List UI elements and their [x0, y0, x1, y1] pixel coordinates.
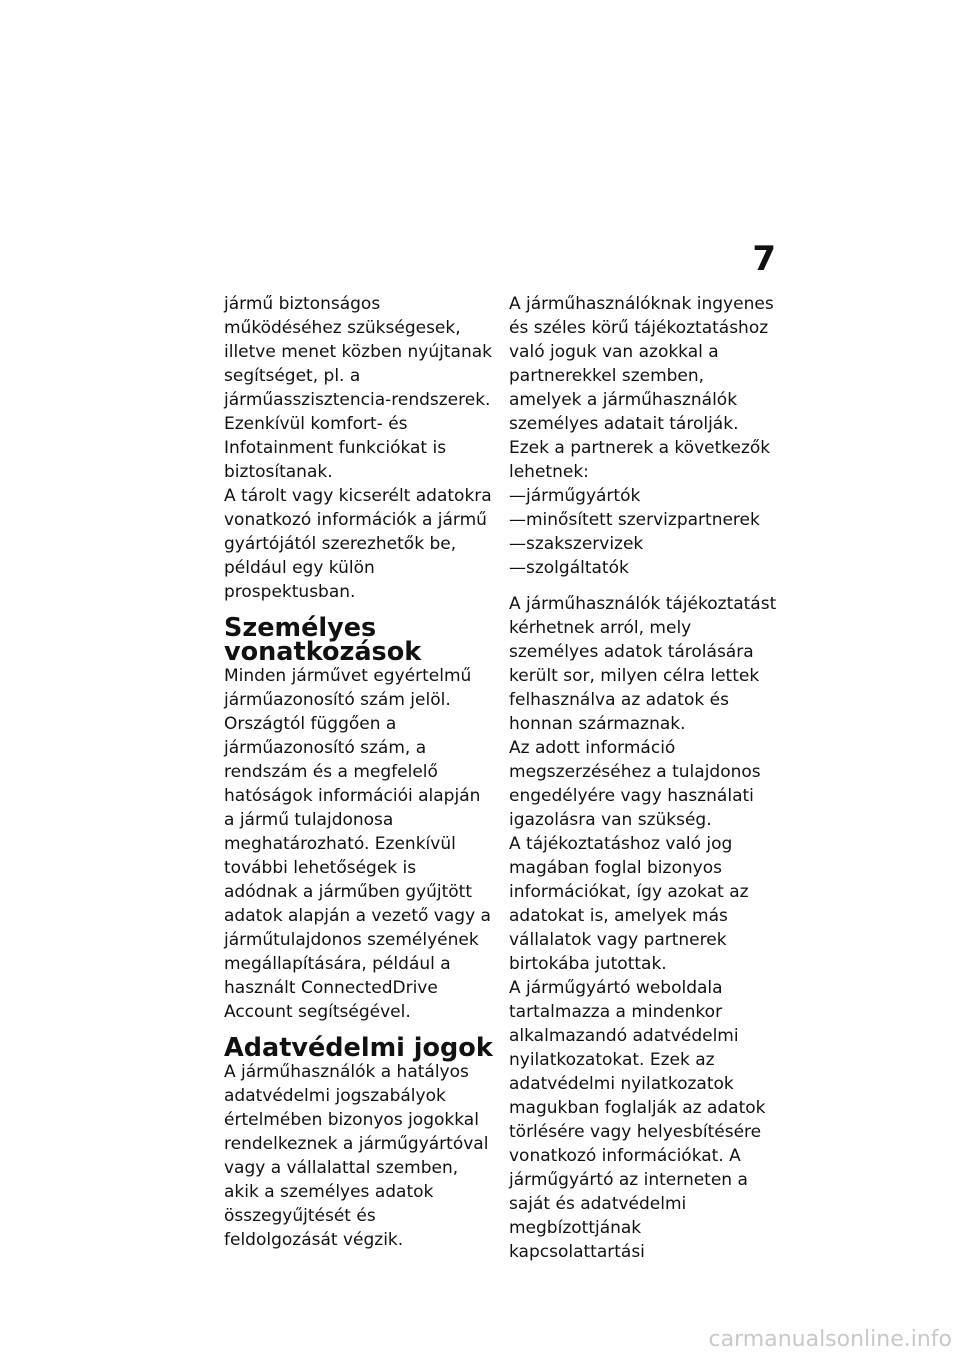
partner-list	[509, 484, 779, 580]
section-heading-privacy-rights: Adatvédelmi jogok	[224, 1033, 493, 1063]
list-item: — szakszervizek	[509, 532, 779, 556]
right-column	[509, 292, 779, 1264]
body-paragraph: Az adott információ megszerzéséhez a tulajdonos engedélyére vagy használati igazolásra van szükség.	[509, 738, 761, 830]
body-paragraph: A járműhasználók tájékoztatást kérhetnek arról, mely személyes adatok tárolására került sor, milyen célra lettek felhasználva az adatok és honnan származnak.	[509, 594, 777, 734]
body-paragraph: A járműhasználóknak ingyenes és széles körű tájékoztatáshoz való joguk van azokkal a partnerekkel szemben, amelyek a járműhasználók személyes adatait tárolják.	[509, 294, 774, 434]
body-paragraph: A tárolt vagy kicserélt adatokra vonatkozó információk a jármű gyártójától szerezhetők be, például egy külön prospektusban.	[224, 486, 492, 602]
page-number: 7	[752, 239, 776, 279]
body-paragraph: A tájékoztatáshoz való jog magában foglal bizonyos információkat, így azokat az adatokat is, amelyek más vállalatok vagy partnerek birtokába jutottak.	[509, 834, 749, 974]
list-item: — minősített szervizpartnerek	[509, 508, 779, 532]
section-heading-personal: Személyes vonatkozások	[224, 613, 422, 667]
list-item: — járműgyártók	[509, 484, 779, 508]
list-item: — szolgáltatók	[509, 556, 779, 580]
body-paragraph: A járműgyártó weboldala tartalmazza a mindenkor alkalmazandó adatvédelmi nyilatkozatokat. Ezek az adatvédelmi nyilatkozatok magukban foglalják az adatok törlésére vagy helyesbítésére vonatkozó információkat. A járműgyártó az interneten a saját és adatvédelmi megbízottjának kapcsolattartási	[509, 978, 766, 1262]
body-paragraph: jármű biztonságos működéséhez szükségesek, illetve menet közben nyújtanak segítséget, pl. a járműasszisztencia-rendszerek. Ezenkívül komfort- és Infotainment funkciókat is biztosítanak.	[224, 294, 492, 482]
body-paragraph: Ezek a partnerek a következők lehetnek:	[509, 438, 771, 482]
body-paragraph: Minden járművet egyértelmű járműazonosító szám jelöl. Országtól függően a járműazonosító szám, a rendszám és a megfelelő hatóságok információi alapján a jármű tulajdonosa meghatározható. Ezenkívül további lehetőségek is adódnak a járműben gyűjtött adatok alapján a vezető vagy a járműtulajdonos személyének megállapítására, például a használt ConnectedDrive Account segítségével.	[224, 666, 491, 1022]
watermark: carmanualsonline.info	[708, 1327, 952, 1352]
left-column	[224, 292, 494, 1252]
body-paragraph: A járműhasználók a hatályos adatvédelmi jogszabályok értelmében bizonyos jogokkal rendelkeznek a járműgyártóval vagy a vállalattal szemben, akik a személyes adatok összegyűjtését és feldolgozását végzik.	[224, 1062, 489, 1250]
